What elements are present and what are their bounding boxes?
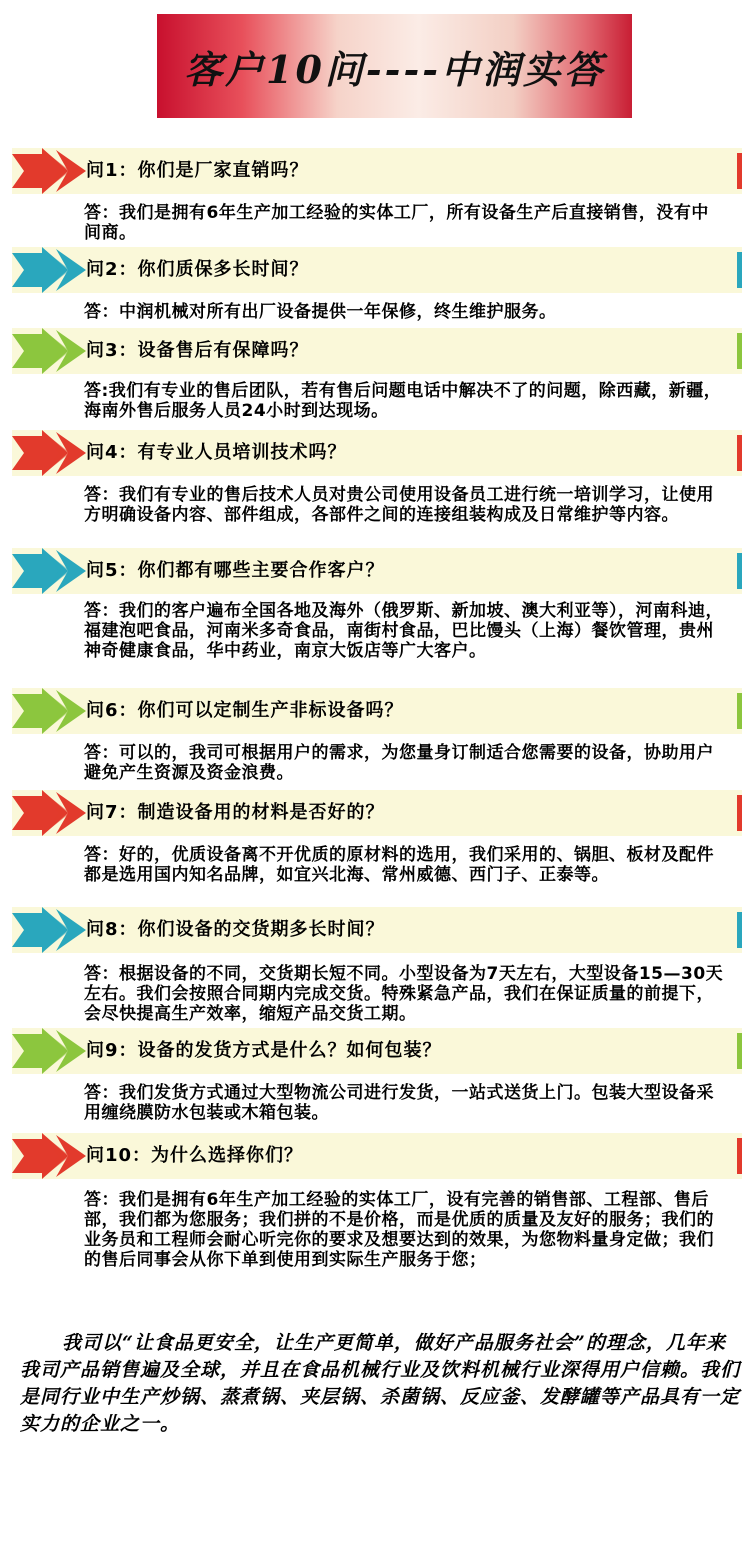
question-text: 问1：你们是厂家直销吗？ [86, 160, 309, 181]
arrow-icon [12, 148, 90, 194]
question-bar [12, 247, 742, 293]
title-banner [157, 14, 632, 118]
question-text: 问8：你们设备的交货期多长时间？ [86, 919, 385, 940]
question-bar [12, 688, 742, 734]
bar-end-accent [737, 1033, 742, 1069]
bar-end-accent [737, 333, 742, 369]
bar-end-accent [737, 1138, 742, 1174]
answer-text: 答:我们有专业的售后团队，若有售后问题电话中解决不了的问题，除西藏，新疆，海南外售后服务人员24小时到达现场。 [84, 381, 722, 421]
question-text: 问7：制造设备用的材料是否好的？ [86, 802, 385, 823]
arrow-icon [12, 247, 90, 293]
question-text: 问6：你们可以定制生产非标设备吗？ [86, 700, 404, 721]
arrow-icon [12, 790, 90, 836]
bar-end-accent [737, 553, 742, 589]
answer-text: 答：我们是拥有6年生产加工经验的实体工厂，设有完善的销售部、工程部、售后部，我们都为您服务；我们拼的不是价格，而是优质的质量及友好的服务；我们的业务员和工程师会耐心听完你的要求及想要达到的效果，为您物料量身定做；我们的售后同事会从你下单到使用到实际生产服务于您； [84, 1190, 714, 1270]
answer-text: 答：我们发货方式通过大型物流公司进行发货，一站式送货上门。包装大型设备采用缠绕膜防水包装或木箱包装。 [84, 1083, 714, 1123]
question-text: 问4：有专业人员培训技术吗？ [86, 442, 347, 463]
arrow-icon [12, 1028, 90, 1074]
question-bar [12, 148, 742, 194]
question-text: 问10：为什么选择你们？ [86, 1145, 304, 1166]
answer-text: 答：好的，优质设备离不开优质的原材料的选用，我们采用的、锅胆、板材及配件都是选用国内知名品牌，如宜兴北海、常州威德、西门子、正泰等。 [84, 845, 714, 885]
arrow-icon [12, 328, 90, 374]
question-bar [12, 790, 742, 836]
page-title: 客户10问----中润实答 [184, 46, 605, 92]
answer-text: 答：可以的，我司可根据用户的需求，为您量身订制适合您需要的设备，协助用户避免产生资源及资金浪费。 [84, 743, 714, 783]
arrow-icon [12, 548, 90, 594]
question-text: 问3：设备售后有保障吗？ [86, 340, 309, 361]
bar-end-accent [737, 693, 742, 729]
question-bar [12, 328, 742, 374]
bar-end-accent [737, 252, 742, 288]
arrow-icon [12, 907, 90, 953]
bar-end-accent [737, 912, 742, 948]
bar-end-accent [737, 435, 742, 471]
question-bar [12, 1133, 742, 1179]
question-text: 问2：你们质保多长时间？ [86, 259, 309, 280]
arrow-icon [12, 1133, 90, 1179]
answer-text: 答：我们是拥有6年生产加工经验的实体工厂，所有设备生产后直接销售，没有中间商。 [84, 203, 709, 243]
arrow-icon [12, 430, 90, 476]
company-intro-paragraph: 我司以“让食品更安全，让生产更简单，做好产品服务社会”的理念，几年来我司产品销售遍及全球，并且在食品机械行业及饮料机械行业深得用户信赖。我们是同行业中生产炒锅、蒸煮锅、夹层锅、杀菌锅、反应釜、发酵罐等产品具有一定实力的企业之一。 [20, 1332, 741, 1435]
answer-text: 答：我们有专业的售后技术人员对贵公司使用设备员工进行统一培训学习，让使用方明确设备内容、部件组成，各部件之间的连接组装构成及日常维护等内容。 [84, 485, 714, 525]
bar-end-accent [737, 795, 742, 831]
question-text: 问5：你们都有哪些主要合作客户？ [86, 560, 385, 581]
answer-text: 答：我们的客户遍布全国各地及海外（俄罗斯、新加坡、澳大利亚等），河南科迪，福建泡吧食品，河南米多奇食品，南街村食品，巴比馒头（上海）餐饮管理，贵州神奇健康食品，华中药业，南京大饭店等广大客户。 [84, 601, 723, 661]
question-bar [12, 548, 742, 594]
arrow-icon [12, 688, 90, 734]
answer-text: 答：中润机械对所有出厂设备提供一年保修，终生维护服务。 [84, 302, 557, 322]
question-bar [12, 430, 742, 476]
question-bar [12, 1028, 742, 1074]
bar-end-accent [737, 153, 742, 189]
question-bar [12, 907, 742, 953]
answer-text: 答：根据设备的不同，交货期长短不同。小型设备为7天左右，大型设备15—30天左右。我们会按照合同期内完成交货。特殊紧急产品，我们在保证质量的前提下，会尽快提高生产效率，缩短产品交货工期。 [84, 964, 724, 1024]
question-text: 问9：设备的发货方式是什么？如何包装？ [86, 1040, 442, 1061]
